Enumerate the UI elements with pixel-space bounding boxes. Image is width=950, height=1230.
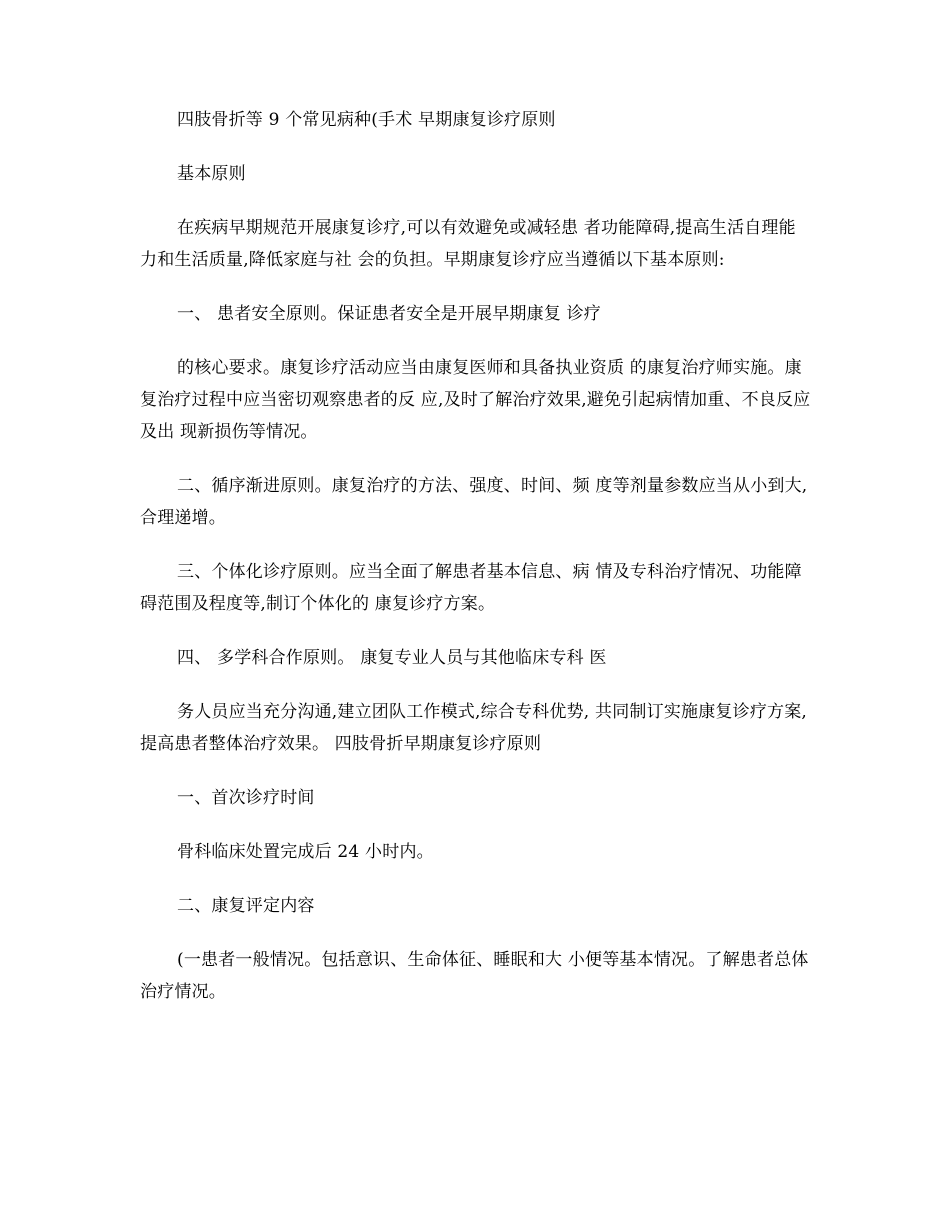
section-heading-basic-principles: 基本原则 [177,164,246,184]
principle-1-body: 的核心要求。康复诊疗活动应当由康复医师和具备执业资质 的康复治疗师实施。康复治疗过程中应当密切观察患者的反 应,及时了解治疗效果,避免引起病情加重、不良反应及出 现新损伤等情况。 [140,358,811,442]
principle-1-heading: 一、 患者安全原则。保证患者安全是开展早期康复 诊疗 [177,304,602,324]
document-title: 四肢骨折等 9 个常见病种(手术 早期康复诊疗原则 [177,110,556,130]
principle-2-paragraph: 二、循序渐进原则。康复治疗的方法、强度、时间、频 度等剂量参数应当从小到大,合理递增。 [140,476,808,528]
intro-paragraph: 在疾病早期规范开展康复诊疗,可以有效避免或减轻患 者功能障碍,提高生活自理能力和生活质量,降低家庭与社 会的负担。早期康复诊疗应当遵循以下基本原则: [140,218,796,270]
principle-4-heading: 四、 多学科合作原则。 康复专业人员与其他临床专科 医 [177,648,607,668]
principle-4-body: 务人员应当充分沟通,建立团队工作模式,综合专科优势, 共同制订实施康复诊疗方案,提高患者整体治疗效果。 四肢骨折早期康复诊疗原则 [140,702,808,754]
subsection-assessment-content: 二、康复评定内容 [177,896,315,916]
document-body [140,104,812,1030]
subsection-first-treatment-time: 一、首次诊疗时间 [177,788,315,808]
general-condition-paragraph: (一患者一般情况。包括意识、生命体征、睡眠和大 小便等基本情况。了解患者总体治疗情况。 [140,950,809,1002]
first-treatment-time-text: 骨科临床处置完成后 24 小时内。 [177,842,434,862]
principle-3-paragraph: 三、个体化诊疗原则。应当全面了解患者基本信息、病 情及专科治疗情况、功能障碍范围及程度等,制订个体化的 康复诊疗方案。 [140,562,802,614]
